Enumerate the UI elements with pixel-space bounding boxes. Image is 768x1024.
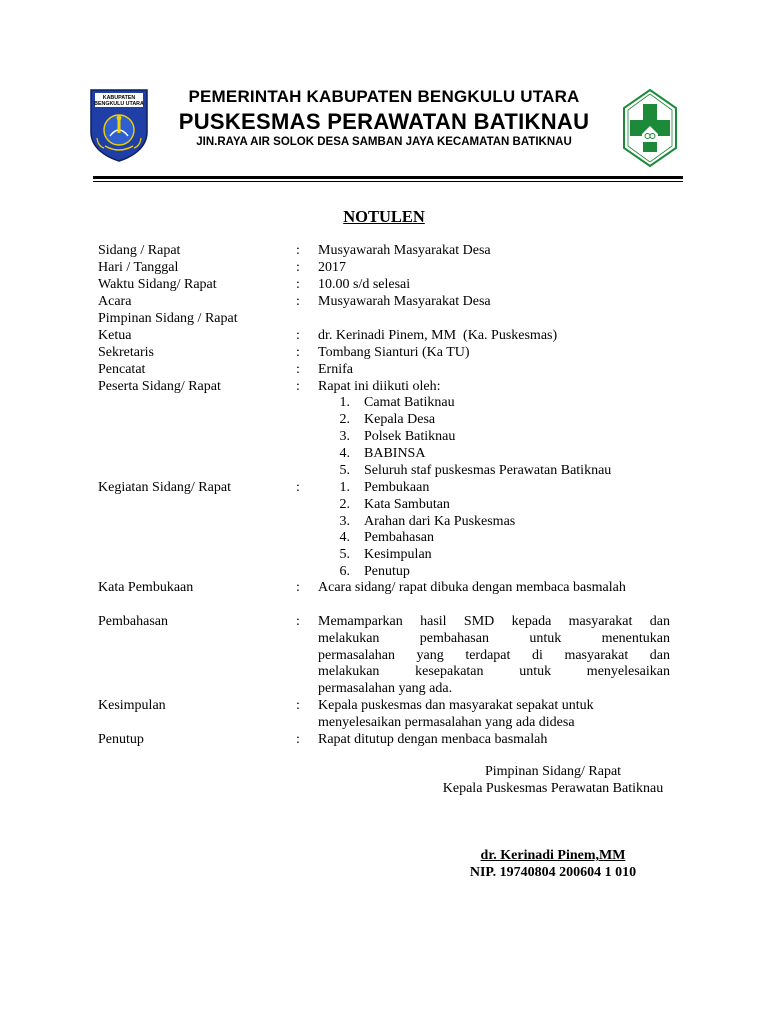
list-number: 4. bbox=[339, 530, 350, 545]
list-item-kegiatan: Arahan dari Ka Puskesmas bbox=[364, 514, 516, 529]
list-item-kegiatan: Kata Sambutan bbox=[364, 497, 450, 512]
field-colon: : bbox=[296, 580, 300, 595]
field-colon: : bbox=[296, 260, 300, 275]
field-label-acara: Acara bbox=[98, 294, 132, 309]
list-number: 5. bbox=[339, 547, 350, 562]
pembahasan-line: permasalahan yang terdapat di masyarakat dan bbox=[318, 648, 670, 663]
letterhead-rule-thick bbox=[93, 176, 683, 179]
pembahasan-line: permasalahan yang ada. bbox=[318, 681, 453, 696]
field-value-penutup: Rapat ditutup dengan menbaca basmalah bbox=[318, 732, 548, 747]
field-value-pembukaan: Acara sidang/ rapat dibuka dengan membaca basmalah bbox=[318, 580, 626, 595]
field-colon: : bbox=[296, 294, 300, 309]
list-number: 3. bbox=[339, 429, 350, 444]
field-colon: : bbox=[296, 480, 300, 495]
pembahasan-line: melakukan pembahasan untuk menentukan bbox=[318, 631, 670, 646]
gov-heading: PEMERINTAH KABUPATEN BENGKULU UTARA bbox=[188, 87, 580, 106]
signature-name: dr. Kerinadi Pinem,MM bbox=[480, 848, 626, 863]
list-item-kegiatan: Penutup bbox=[364, 564, 410, 579]
field-label-penutup: Penutup bbox=[98, 732, 144, 747]
kesimpulan-line: menyelesaikan permasalahan yang ada didesa bbox=[318, 715, 575, 730]
field-label-pembahasan: Pembahasan bbox=[98, 614, 168, 629]
list-number: 2. bbox=[339, 497, 350, 512]
list-number: 4. bbox=[339, 446, 350, 461]
list-number: 6. bbox=[339, 564, 350, 579]
list-item-peserta: Kepala Desa bbox=[364, 412, 436, 427]
list-number: 1. bbox=[339, 395, 350, 410]
letterhead-rule-thin bbox=[93, 181, 683, 182]
field-label-pimpinan: Pimpinan Sidang / Rapat bbox=[98, 311, 238, 326]
field-colon: : bbox=[296, 328, 300, 343]
address-line: JIN.RAYA AIR SOLOK DESA SAMBAN JAYA KECAMATAN BATIKNAU bbox=[196, 136, 572, 148]
field-colon: : bbox=[296, 698, 300, 713]
field-label-kegiatan: Kegiatan Sidang/ Rapat bbox=[98, 480, 231, 495]
field-label-kesimpulan: Kesimpulan bbox=[98, 698, 166, 713]
signature-nip: NIP. 19740804 200604 1 010 bbox=[469, 865, 637, 880]
field-colon: : bbox=[296, 362, 300, 377]
field-label-pencatat: Pencatat bbox=[98, 362, 146, 377]
list-number: 2. bbox=[339, 412, 350, 427]
field-label-ketua: Ketua bbox=[98, 328, 132, 343]
field-label-pembukaan: Kata Pembukaan bbox=[98, 580, 194, 595]
field-value-waktu: 10.00 s/d selesai bbox=[318, 277, 411, 292]
field-label-sidang: Sidang / Rapat bbox=[98, 243, 181, 258]
list-item-peserta: Polsek Batiknau bbox=[364, 429, 456, 444]
list-item-kegiatan: Kesimpulan bbox=[364, 547, 432, 562]
field-value-sidang: Musyawarah Masyarakat Desa bbox=[318, 243, 491, 258]
field-colon: : bbox=[296, 243, 300, 258]
list-number: 1. bbox=[339, 480, 350, 495]
logo-text-bottom: BENGKULU UTARA bbox=[94, 101, 144, 107]
field-label-peserta: Peserta Sidang/ Rapat bbox=[98, 379, 221, 394]
field-colon: : bbox=[296, 277, 300, 292]
puskesmas-logo bbox=[622, 88, 678, 168]
institution-heading: PUSKESMAS PERAWATAN BATIKNAU bbox=[178, 109, 590, 134]
list-item-peserta: BABINSA bbox=[364, 446, 426, 461]
kabupaten-logo bbox=[88, 88, 150, 162]
list-number: 3. bbox=[339, 514, 350, 529]
field-value-ketua: dr. Kerinadi Pinem, MM (Ka. Puskesmas) bbox=[318, 328, 558, 343]
signature-role: Pimpinan Sidang/ Rapat bbox=[484, 764, 622, 779]
kesimpulan-line: Kepala puskesmas dan masyarakat sepakat untuk bbox=[318, 698, 594, 713]
logo-text-top: KABUPATEN bbox=[102, 95, 136, 101]
field-value-acara: Musyawarah Masyarakat Desa bbox=[318, 294, 491, 309]
field-colon: : bbox=[296, 379, 300, 394]
field-colon: : bbox=[296, 732, 300, 747]
list-item-peserta: Seluruh staf puskesmas Perawatan Batiknau bbox=[364, 463, 612, 478]
list-item-kegiatan: Pembahasan bbox=[364, 530, 434, 545]
field-value-peserta-intro: Rapat ini diikuti oleh: bbox=[318, 379, 441, 394]
document-title: NOTULEN bbox=[343, 207, 425, 226]
signature-position: Kepala Puskesmas Perawatan Batiknau bbox=[442, 781, 664, 796]
field-label-waktu: Waktu Sidang/ Rapat bbox=[98, 277, 217, 292]
field-value-hari: 2017 bbox=[318, 260, 346, 275]
field-colon: : bbox=[296, 345, 300, 360]
field-label-sekretaris: Sekretaris bbox=[98, 345, 154, 360]
list-item-kegiatan: Pembukaan bbox=[364, 480, 430, 495]
pembahasan-line: melakukan kesepakatan untuk menyelesaikan bbox=[318, 664, 670, 679]
list-number: 5. bbox=[339, 463, 350, 478]
field-value-sekretaris: Tombang Sianturi (Ka TU) bbox=[318, 345, 470, 360]
field-colon: : bbox=[296, 614, 300, 629]
field-value-pencatat: Ernifa bbox=[318, 362, 353, 377]
list-item-peserta: Camat Batiknau bbox=[364, 395, 455, 410]
field-label-hari: Hari / Tanggal bbox=[98, 260, 179, 275]
pembahasan-line: Memamparkan hasil SMD kepada masyarakat dan bbox=[318, 614, 670, 629]
